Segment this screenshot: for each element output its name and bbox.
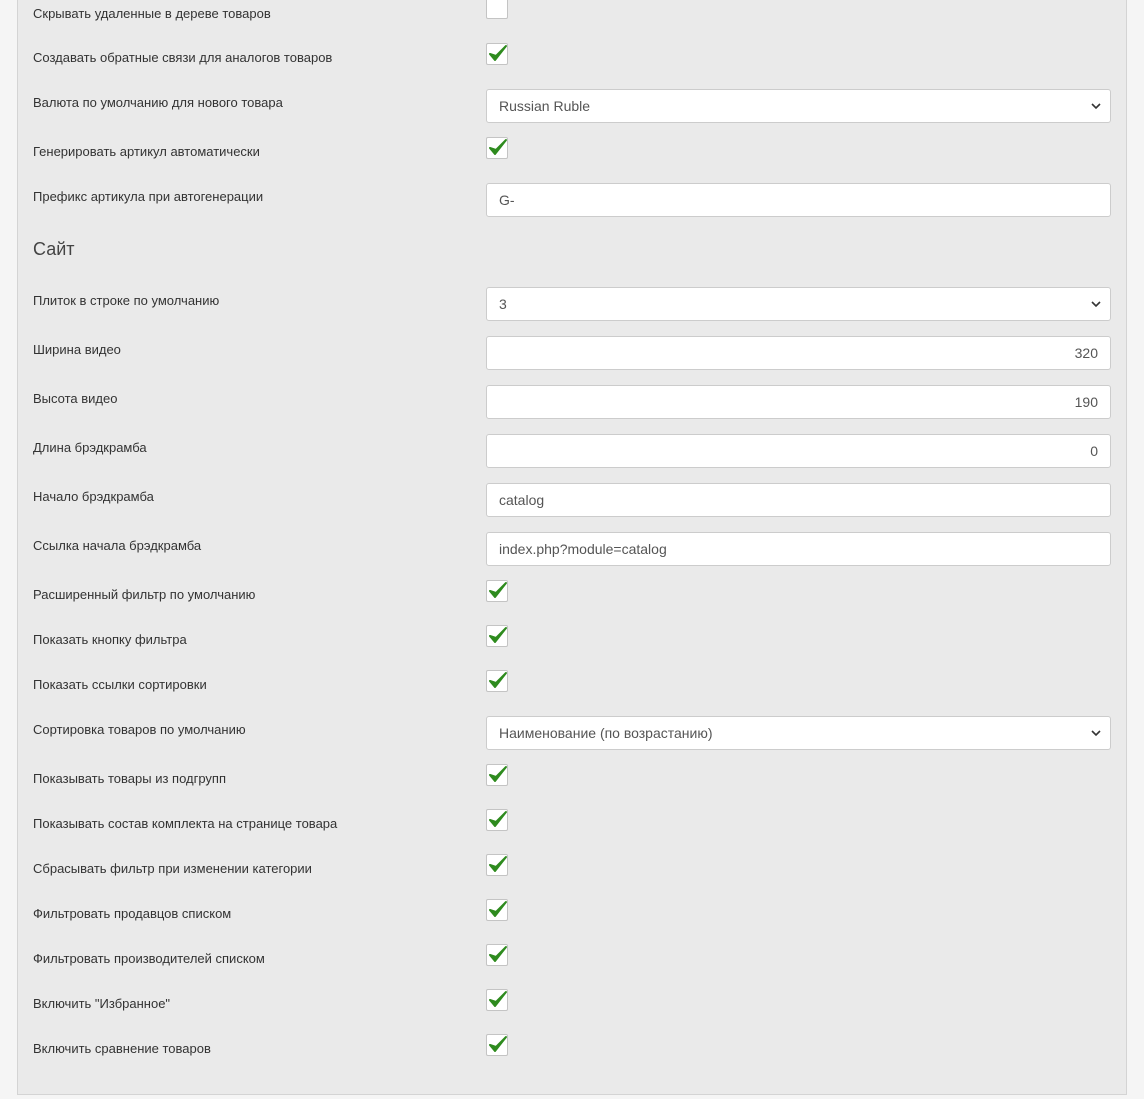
checkbox-extended-filter[interactable] [486, 580, 508, 602]
checkmark-icon [488, 671, 508, 691]
input-breadcrumb-length[interactable]: 0 [486, 434, 1111, 468]
label-show-set-contents: Показывать состав комплекта на странице товара [33, 816, 338, 831]
checkbox-enable-compare[interactable] [486, 1034, 508, 1056]
input-video-width[interactable]: 320 [486, 336, 1111, 370]
checkmark-icon [488, 945, 508, 965]
checkmark-icon [488, 765, 508, 785]
chevron-down-icon [1091, 102, 1101, 110]
label-video-width: Ширина видео [33, 342, 121, 357]
checkbox-auto-sku[interactable] [486, 137, 508, 159]
checkbox-enable-favorites[interactable] [486, 989, 508, 1011]
label-show-sort-links: Показать ссылки сортировки [33, 677, 207, 692]
checkbox-show-sort-links[interactable] [486, 670, 508, 692]
chevron-down-icon [1091, 300, 1101, 308]
label-breadcrumb-start: Начало брэдкрамба [33, 489, 154, 504]
label-reverse-links: Создавать обратные связи для аналогов товаров [33, 50, 333, 65]
select-default-sort-value: Наименование (по возрастанию) [499, 725, 713, 741]
checkmark-icon [488, 855, 508, 875]
settings-panel [17, 0, 1127, 1095]
label-default-sort: Сортировка товаров по умолчанию [33, 722, 246, 737]
checkmark-icon [488, 138, 508, 158]
label-hide-deleted: Скрывать удаленные в дереве товаров [33, 6, 271, 21]
label-extended-filter: Расширенный фильтр по умолчанию [33, 587, 256, 602]
label-auto-sku: Генерировать артикул автоматически [33, 144, 260, 159]
label-show-subgroup-products: Показывать товары из подгрупп [33, 771, 227, 786]
select-tiles-per-row[interactable] [486, 287, 1111, 321]
select-tiles-per-row-value: 3 [499, 296, 507, 312]
input-video-height[interactable]: 190 [486, 385, 1111, 419]
checkbox-show-set-contents[interactable] [486, 809, 508, 831]
label-video-height: Высота видео [33, 391, 118, 406]
label-filter-sellers: Фильтровать продавцов списком [33, 906, 232, 921]
section-title-site: Сайт [33, 239, 75, 259]
input-sku-prefix[interactable]: G- [486, 183, 1111, 217]
label-enable-favorites: Включить "Избранное" [33, 996, 171, 1011]
input-breadcrumb-start-link[interactable]: index.php?module=catalog [486, 532, 1111, 566]
checkmark-icon [488, 900, 508, 920]
checkmark-icon [488, 44, 508, 64]
input-breadcrumb-start[interactable]: catalog [486, 483, 1111, 517]
checkmark-icon [488, 626, 508, 646]
label-default-currency: Валюта по умолчанию для нового товара [33, 95, 283, 110]
checkbox-filter-producers[interactable] [486, 944, 508, 966]
checkbox-hide-deleted[interactable] [486, 0, 508, 19]
label-sku-prefix: Префикс артикула при автогенерации [33, 189, 264, 204]
checkmark-icon [488, 1035, 508, 1055]
checkmark-icon [488, 810, 508, 830]
checkbox-show-filter-button[interactable] [486, 625, 508, 647]
label-filter-producers: Фильтровать производителей списком [33, 951, 265, 966]
checkbox-reset-filter[interactable] [486, 854, 508, 876]
label-breadcrumb-start-link: Ссылка начала брэдкрамба [33, 538, 202, 553]
checkmark-icon [488, 581, 508, 601]
checkmark-icon [488, 990, 508, 1010]
checkbox-reverse-links[interactable] [486, 43, 508, 65]
chevron-down-icon [1091, 729, 1101, 737]
select-default-sort[interactable] [486, 716, 1111, 750]
select-default-currency-value: Russian Ruble [499, 98, 591, 114]
checkbox-show-subgroup-products[interactable] [486, 764, 508, 786]
label-breadcrumb-length: Длина брэдкрамба [33, 440, 147, 455]
checkbox-filter-sellers[interactable] [486, 899, 508, 921]
label-reset-filter: Сбрасывать фильтр при изменении категории [33, 861, 312, 876]
select-default-currency[interactable] [486, 89, 1111, 123]
label-tiles-per-row: Плиток в строке по умолчанию [33, 293, 220, 308]
label-enable-compare: Включить сравнение товаров [33, 1041, 211, 1056]
label-show-filter-button: Показать кнопку фильтра [33, 632, 187, 647]
